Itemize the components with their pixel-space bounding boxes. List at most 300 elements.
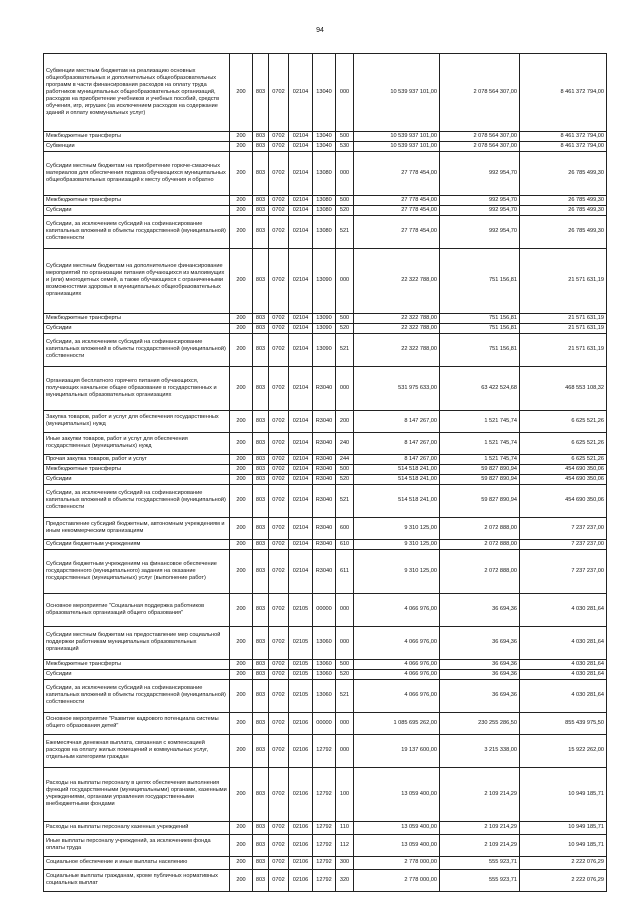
code-cell: 12792 — [313, 834, 336, 856]
code-cell: 803 — [253, 679, 269, 712]
table-row — [44, 313, 607, 323]
row-name-cell: Социальное обеспечение и иные выплаты населению — [44, 856, 230, 869]
remaining-amount-cell: 26 785 499,30 — [520, 215, 607, 248]
code-cell: 611 — [336, 549, 354, 593]
code-cell: 0702 — [269, 132, 289, 142]
code-cell: 244 — [336, 454, 354, 464]
row-name-cell: Субсидии — [44, 474, 230, 484]
code-cell: 320 — [336, 869, 354, 891]
code-cell: 200 — [230, 454, 253, 464]
code-cell: 13090 — [313, 333, 336, 366]
code-cell: 100 — [336, 767, 354, 821]
approved-amount-cell: 27 778 454,00 — [354, 205, 440, 215]
code-cell: 13060 — [313, 626, 336, 659]
row-name-cell: Межбюджетные трансферты — [44, 313, 230, 323]
code-cell: 200 — [230, 593, 253, 626]
code-cell: 02104 — [289, 313, 313, 323]
row-name-cell: Иные выплаты персоналу учреждений, за исключением фонда оплаты труда — [44, 834, 230, 856]
table-row — [44, 366, 607, 410]
code-cell: 0702 — [269, 141, 289, 151]
row-name-cell: Расходы на выплаты персоналу в целях обеспечения выполнения функций государственными (муниципальными) органами, казенными учреждениями, органами управления государственными внебюджетными фондами — [44, 767, 230, 821]
table-row — [44, 659, 607, 669]
code-cell: 200 — [230, 517, 253, 539]
code-cell: 200 — [230, 464, 253, 474]
approved-amount-cell: 10 539 937 101,00 — [354, 141, 440, 151]
table-row — [44, 484, 607, 517]
row-name-cell: Межбюджетные трансферты — [44, 132, 230, 142]
executed-amount-cell: 63 422 524,68 — [440, 366, 520, 410]
code-cell: 00000 — [313, 593, 336, 626]
code-cell: 530 — [336, 141, 354, 151]
code-cell: 803 — [253, 734, 269, 767]
code-cell: R3040 — [313, 484, 336, 517]
approved-amount-cell: 22 322 788,00 — [354, 313, 440, 323]
code-cell: 200 — [230, 54, 253, 132]
approved-amount-cell: 514 518 241,00 — [354, 464, 440, 474]
code-cell: R3040 — [313, 410, 336, 432]
code-cell: 200 — [230, 734, 253, 767]
code-cell: 02106 — [289, 834, 313, 856]
code-cell: 02106 — [289, 821, 313, 834]
remaining-amount-cell: 8 461 372 794,00 — [520, 54, 607, 132]
table-row — [44, 432, 607, 454]
code-cell: 803 — [253, 195, 269, 205]
code-cell: 803 — [253, 323, 269, 333]
code-cell: 02105 — [289, 626, 313, 659]
code-cell: 803 — [253, 464, 269, 474]
code-cell: 520 — [336, 205, 354, 215]
executed-amount-cell: 2 072 888,00 — [440, 539, 520, 549]
code-cell: 0702 — [269, 464, 289, 474]
remaining-amount-cell: 26 785 499,30 — [520, 151, 607, 195]
remaining-amount-cell: 4 030 281,64 — [520, 669, 607, 679]
executed-amount-cell: 1 521 745,74 — [440, 432, 520, 454]
remaining-amount-cell: 4 030 281,64 — [520, 626, 607, 659]
code-cell: 803 — [253, 593, 269, 626]
executed-amount-cell: 992 954,70 — [440, 195, 520, 205]
page-number: 94 — [316, 27, 324, 34]
executed-amount-cell: 2 078 564 307,00 — [440, 54, 520, 132]
executed-amount-cell: 2 072 888,00 — [440, 517, 520, 539]
row-name-cell: Межбюджетные трансферты — [44, 659, 230, 669]
code-cell: 803 — [253, 215, 269, 248]
executed-amount-cell: 230 255 286,50 — [440, 712, 520, 734]
approved-amount-cell: 4 066 976,00 — [354, 669, 440, 679]
executed-amount-cell: 555 923,71 — [440, 869, 520, 891]
code-cell: 521 — [336, 679, 354, 712]
code-cell: 02104 — [289, 484, 313, 517]
code-cell: 803 — [253, 151, 269, 195]
code-cell: 803 — [253, 517, 269, 539]
code-cell: 803 — [253, 474, 269, 484]
code-cell: 200 — [230, 669, 253, 679]
code-cell: 200 — [230, 659, 253, 669]
code-cell: 0702 — [269, 323, 289, 333]
code-cell: 02104 — [289, 323, 313, 333]
code-cell: 0702 — [269, 669, 289, 679]
code-cell: 02106 — [289, 869, 313, 891]
code-cell: 200 — [230, 333, 253, 366]
code-cell: 803 — [253, 626, 269, 659]
code-cell: 520 — [336, 323, 354, 333]
remaining-amount-cell: 6 625 521,26 — [520, 454, 607, 464]
code-cell: 02104 — [289, 215, 313, 248]
code-cell: 000 — [336, 712, 354, 734]
code-cell: 200 — [230, 549, 253, 593]
table-row — [44, 593, 607, 626]
approved-amount-cell: 8 147 267,00 — [354, 432, 440, 454]
code-cell: 0702 — [269, 484, 289, 517]
code-cell: R3040 — [313, 464, 336, 474]
approved-amount-cell: 9 310 125,00 — [354, 539, 440, 549]
remaining-amount-cell: 26 785 499,30 — [520, 205, 607, 215]
executed-amount-cell: 36 694,36 — [440, 679, 520, 712]
approved-amount-cell: 10 539 937 101,00 — [354, 54, 440, 132]
code-cell: 02106 — [289, 712, 313, 734]
code-cell: 0702 — [269, 333, 289, 366]
row-name-cell: Основное мероприятие "Развитие кадрового потенциала системы общего образования детей" — [44, 712, 230, 734]
executed-amount-cell: 2 109 214,29 — [440, 821, 520, 834]
table-row — [44, 869, 607, 891]
code-cell: 0702 — [269, 734, 289, 767]
code-cell: 13080 — [313, 195, 336, 205]
table-row — [44, 821, 607, 834]
table-row — [44, 205, 607, 215]
remaining-amount-cell: 21 571 631,19 — [520, 313, 607, 323]
code-cell: 500 — [336, 132, 354, 142]
code-cell: 02106 — [289, 767, 313, 821]
code-cell: 803 — [253, 856, 269, 869]
code-cell: 02104 — [289, 410, 313, 432]
row-name-cell: Субсидии — [44, 323, 230, 333]
code-cell: 200 — [230, 141, 253, 151]
executed-amount-cell: 2 078 564 307,00 — [440, 132, 520, 142]
approved-amount-cell: 2 778 000,00 — [354, 856, 440, 869]
code-cell: 803 — [253, 712, 269, 734]
executed-amount-cell: 992 954,70 — [440, 215, 520, 248]
code-cell: 12792 — [313, 869, 336, 891]
code-cell: 200 — [230, 366, 253, 410]
code-cell: 803 — [253, 821, 269, 834]
executed-amount-cell: 59 827 890,94 — [440, 484, 520, 517]
code-cell: 803 — [253, 539, 269, 549]
row-name-cell: Субсидии бюджетным учреждениям на финансовое обеспечение государственного (муниципального) задания на оказание государственных (муниципальных) услуг (выполнение работ) — [44, 549, 230, 593]
code-cell: 12792 — [313, 767, 336, 821]
code-cell: 200 — [230, 626, 253, 659]
executed-amount-cell: 555 923,71 — [440, 856, 520, 869]
executed-amount-cell: 36 694,36 — [440, 626, 520, 659]
remaining-amount-cell: 8 461 372 794,00 — [520, 141, 607, 151]
code-cell: 610 — [336, 539, 354, 549]
approved-amount-cell: 13 059 400,00 — [354, 834, 440, 856]
code-cell: 0702 — [269, 474, 289, 484]
remaining-amount-cell: 21 571 631,19 — [520, 323, 607, 333]
row-name-cell: Иные закупки товаров, работ и услуг для обеспечения государственных (муниципальных) нужд — [44, 432, 230, 454]
code-cell: 02106 — [289, 856, 313, 869]
code-cell: 200 — [230, 767, 253, 821]
code-cell: 520 — [336, 474, 354, 484]
code-cell: 0702 — [269, 205, 289, 215]
code-cell: 13080 — [313, 151, 336, 195]
table-row — [44, 834, 607, 856]
table-row — [44, 856, 607, 869]
code-cell: 200 — [230, 432, 253, 454]
code-cell: R3040 — [313, 517, 336, 539]
row-name-cell: Межбюджетные трансферты — [44, 195, 230, 205]
row-name-cell: Субсидии, за исключением субсидий на софинансирование капитальных вложений в объекты государственной (муниципальной) собственности — [44, 333, 230, 366]
remaining-amount-cell: 6 625 521,26 — [520, 432, 607, 454]
code-cell: 0702 — [269, 767, 289, 821]
code-cell: 0702 — [269, 593, 289, 626]
table-row — [44, 712, 607, 734]
remaining-amount-cell: 10 949 185,71 — [520, 834, 607, 856]
row-name-cell: Субсидии бюджетным учреждениям — [44, 539, 230, 549]
remaining-amount-cell: 7 237 237,00 — [520, 517, 607, 539]
table-row — [44, 734, 607, 767]
code-cell: 0702 — [269, 366, 289, 410]
code-cell: 200 — [336, 410, 354, 432]
remaining-amount-cell: 4 030 281,64 — [520, 593, 607, 626]
approved-amount-cell: 9 310 125,00 — [354, 549, 440, 593]
remaining-amount-cell: 10 949 185,71 — [520, 821, 607, 834]
code-cell: R3040 — [313, 454, 336, 464]
code-cell: 200 — [230, 679, 253, 712]
approved-amount-cell: 8 147 267,00 — [354, 454, 440, 464]
code-cell: 200 — [230, 323, 253, 333]
code-cell: 200 — [230, 248, 253, 313]
row-name-cell: Ежемесячная денежная выплата, связанная с компенсацией расходов на оплату жилых помещений и коммунальных услуг, отдельным категориям граждан — [44, 734, 230, 767]
remaining-amount-cell: 26 785 499,30 — [520, 195, 607, 205]
approved-amount-cell: 9 310 125,00 — [354, 517, 440, 539]
code-cell: 521 — [336, 484, 354, 517]
table-row — [44, 333, 607, 366]
approved-amount-cell: 4 066 976,00 — [354, 626, 440, 659]
code-cell: 000 — [336, 366, 354, 410]
table-row — [44, 323, 607, 333]
code-cell: 521 — [336, 333, 354, 366]
code-cell: 803 — [253, 484, 269, 517]
row-name-cell: Субсидии — [44, 205, 230, 215]
executed-amount-cell: 36 694,36 — [440, 659, 520, 669]
code-cell: 12792 — [313, 734, 336, 767]
approved-amount-cell: 10 539 937 101,00 — [354, 132, 440, 142]
code-cell: 200 — [230, 132, 253, 142]
table-row — [44, 215, 607, 248]
code-cell: 200 — [230, 151, 253, 195]
code-cell: 02104 — [289, 195, 313, 205]
remaining-amount-cell: 7 237 237,00 — [520, 549, 607, 593]
table-row — [44, 517, 607, 539]
code-cell: 803 — [253, 248, 269, 313]
row-name-cell: Межбюджетные трансферты — [44, 464, 230, 474]
code-cell: 500 — [336, 659, 354, 669]
executed-amount-cell: 2 078 564 307,00 — [440, 141, 520, 151]
code-cell: 803 — [253, 132, 269, 142]
code-cell: 13040 — [313, 54, 336, 132]
executed-amount-cell: 2 072 888,00 — [440, 549, 520, 593]
code-cell: 500 — [336, 195, 354, 205]
executed-amount-cell: 751 156,81 — [440, 333, 520, 366]
approved-amount-cell: 22 322 788,00 — [354, 323, 440, 333]
approved-amount-cell: 13 059 400,00 — [354, 821, 440, 834]
code-cell: 13060 — [313, 679, 336, 712]
executed-amount-cell: 2 109 214,29 — [440, 834, 520, 856]
remaining-amount-cell: 454 690 350,06 — [520, 464, 607, 474]
code-cell: 02104 — [289, 549, 313, 593]
code-cell: 520 — [336, 669, 354, 679]
remaining-amount-cell: 21 571 631,19 — [520, 248, 607, 313]
code-cell: 02104 — [289, 464, 313, 474]
approved-amount-cell: 4 066 976,00 — [354, 659, 440, 669]
code-cell: 12792 — [313, 856, 336, 869]
code-cell: 803 — [253, 432, 269, 454]
row-name-cell: Субсидии — [44, 669, 230, 679]
code-cell: 803 — [253, 549, 269, 593]
code-cell: 02104 — [289, 517, 313, 539]
remaining-amount-cell: 21 571 631,19 — [520, 333, 607, 366]
code-cell: 0702 — [269, 869, 289, 891]
code-cell: 02104 — [289, 454, 313, 464]
table-row — [44, 669, 607, 679]
row-name-cell: Предоставление субсидий бюджетным, автономным учреждениям и иным некоммерческим организациям — [44, 517, 230, 539]
code-cell: 112 — [336, 834, 354, 856]
code-cell: 000 — [336, 626, 354, 659]
code-cell: 803 — [253, 669, 269, 679]
table-row — [44, 679, 607, 712]
code-cell: 02106 — [289, 734, 313, 767]
code-cell: 02104 — [289, 248, 313, 313]
code-cell: 13060 — [313, 659, 336, 669]
table-row — [44, 539, 607, 549]
executed-amount-cell: 751 156,81 — [440, 323, 520, 333]
code-cell: 200 — [230, 205, 253, 215]
code-cell: 200 — [230, 474, 253, 484]
executed-amount-cell: 751 156,81 — [440, 248, 520, 313]
budget-table-body — [44, 54, 607, 892]
remaining-amount-cell: 454 690 350,06 — [520, 484, 607, 517]
code-cell: 02104 — [289, 474, 313, 484]
code-cell: 02104 — [289, 141, 313, 151]
code-cell: 803 — [253, 366, 269, 410]
executed-amount-cell: 992 954,70 — [440, 205, 520, 215]
code-cell: R3040 — [313, 539, 336, 549]
code-cell: 02105 — [289, 593, 313, 626]
code-cell: 02104 — [289, 333, 313, 366]
approved-amount-cell: 22 322 788,00 — [354, 248, 440, 313]
row-name-cell: Организация бесплатного горячего питания обучающихся, получающих начальное общее образование в государственных и муниципальных образовательных организациях — [44, 366, 230, 410]
code-cell: 0702 — [269, 432, 289, 454]
code-cell: 13040 — [313, 141, 336, 151]
code-cell: 803 — [253, 205, 269, 215]
table-row — [44, 195, 607, 205]
code-cell: 02104 — [289, 54, 313, 132]
row-name-cell: Субсидии местным бюджетам на предоставление мер социальной поддержки работникам муниципальных образовательных организаций — [44, 626, 230, 659]
table-row — [44, 132, 607, 142]
code-cell: 02104 — [289, 432, 313, 454]
code-cell: 200 — [230, 834, 253, 856]
code-cell: 200 — [230, 484, 253, 517]
code-cell: 803 — [253, 869, 269, 891]
executed-amount-cell: 36 694,36 — [440, 669, 520, 679]
code-cell: 000 — [336, 54, 354, 132]
code-cell: 000 — [336, 151, 354, 195]
code-cell: 0702 — [269, 454, 289, 464]
table-row — [44, 410, 607, 432]
executed-amount-cell: 1 521 745,74 — [440, 454, 520, 464]
executed-amount-cell: 59 827 890,94 — [440, 464, 520, 474]
table-row — [44, 464, 607, 474]
code-cell: 803 — [253, 141, 269, 151]
code-cell: 0702 — [269, 834, 289, 856]
code-cell: 0702 — [269, 549, 289, 593]
code-cell: 000 — [336, 248, 354, 313]
table-row — [44, 141, 607, 151]
code-cell: 13090 — [313, 323, 336, 333]
executed-amount-cell: 1 521 745,74 — [440, 410, 520, 432]
code-cell: 200 — [230, 856, 253, 869]
remaining-amount-cell: 6 625 521,26 — [520, 410, 607, 432]
executed-amount-cell: 3 215 338,00 — [440, 734, 520, 767]
approved-amount-cell: 1 085 695 262,00 — [354, 712, 440, 734]
code-cell: 500 — [336, 313, 354, 323]
code-cell: R3040 — [313, 366, 336, 410]
row-name-cell: Субсидии, за исключением субсидий на софинансирование капитальных вложений в объекты государственной (муниципальной) собственности — [44, 484, 230, 517]
code-cell: 13090 — [313, 248, 336, 313]
code-cell: 0702 — [269, 410, 289, 432]
row-name-cell: Субсидии, за исключением субсидий на софинансирование капитальных вложений в объекты государственной (муниципальной) собственности — [44, 679, 230, 712]
code-cell: 0702 — [269, 679, 289, 712]
row-name-cell: Субсидии, за исключением субсидий на софинансирование капитальных вложений в объекты государственной (муниципальной) собственности — [44, 215, 230, 248]
code-cell: 00000 — [313, 712, 336, 734]
code-cell: 200 — [230, 195, 253, 205]
code-cell: 0702 — [269, 517, 289, 539]
code-cell: 000 — [336, 734, 354, 767]
code-cell: 02105 — [289, 669, 313, 679]
remaining-amount-cell: 8 461 372 794,00 — [520, 132, 607, 142]
code-cell: 803 — [253, 767, 269, 821]
executed-amount-cell: 2 109 214,29 — [440, 767, 520, 821]
code-cell: 13080 — [313, 215, 336, 248]
approved-amount-cell: 19 137 600,00 — [354, 734, 440, 767]
approved-amount-cell: 13 059 400,00 — [354, 767, 440, 821]
code-cell: 12792 — [313, 821, 336, 834]
table-row — [44, 626, 607, 659]
code-cell: 0702 — [269, 659, 289, 669]
row-name-cell: Субвенции местным бюджетам на реализацию основных общеобразовательных и дополнительных общеобразовательных программ в части финансирования расходов на оплату труда работников муниципальных общеобразовательных организаций, расходов на приобретение учебников и учебных пособий, средств обучения, игр, игрушек (за исключением расходов на содержание зданий и оплату коммунальных услуг) — [44, 54, 230, 132]
table-row — [44, 151, 607, 195]
approved-amount-cell: 27 778 454,00 — [354, 151, 440, 195]
remaining-amount-cell: 7 237 237,00 — [520, 539, 607, 549]
code-cell: 240 — [336, 432, 354, 454]
table-row — [44, 54, 607, 132]
code-cell: 0702 — [269, 313, 289, 323]
code-cell: 600 — [336, 517, 354, 539]
remaining-amount-cell: 2 222 076,29 — [520, 856, 607, 869]
table-row — [44, 248, 607, 313]
remaining-amount-cell: 855 439 975,50 — [520, 712, 607, 734]
executed-amount-cell: 59 827 890,94 — [440, 474, 520, 484]
approved-amount-cell: 27 778 454,00 — [354, 195, 440, 205]
code-cell: 200 — [230, 215, 253, 248]
code-cell: 13090 — [313, 313, 336, 323]
code-cell: 803 — [253, 659, 269, 669]
remaining-amount-cell: 10 949 185,71 — [520, 767, 607, 821]
approved-amount-cell: 22 322 788,00 — [354, 333, 440, 366]
row-name-cell: Субсидии местным бюджетам на приобретение горюче-смазочных материалов для обеспечения подвоза обучающихся муниципальных общеобразовательных организаций к месту обучения и обратно — [44, 151, 230, 195]
remaining-amount-cell: 468 553 108,32 — [520, 366, 607, 410]
executed-amount-cell: 992 954,70 — [440, 151, 520, 195]
code-cell: 0702 — [269, 821, 289, 834]
